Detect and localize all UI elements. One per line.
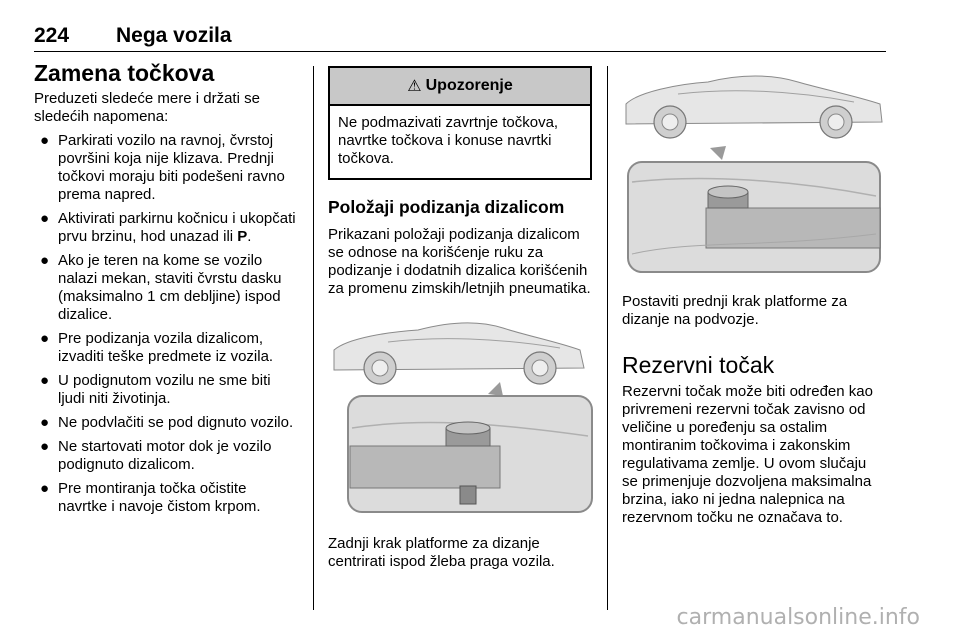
bullet-icon: ● — [40, 480, 50, 497]
intro-text: Preduzeti sledeće mere i držati se sledećih napomena: — [34, 90, 260, 125]
section-title: Rezervni točak — [622, 352, 775, 378]
page-number: 224 — [34, 24, 70, 47]
gear-label: P — [237, 228, 248, 245]
warning-header — [330, 68, 590, 106]
column-divider — [313, 66, 314, 610]
figure-caption: Zadnji krak platforme za dizanje centrirati ispod žleba praga vozila. — [328, 535, 555, 570]
section-title: Zamena točkova — [34, 60, 215, 86]
bullet-icon: ● — [40, 414, 50, 431]
instruction-list — [34, 132, 298, 516]
warning-icon: ⚠ — [407, 78, 422, 95]
column-2 — [328, 60, 594, 571]
bullet-icon: ● — [40, 132, 50, 149]
bullet-icon: ● — [40, 438, 50, 455]
list-item: ● Parkirati vozilo na ravnoj, čvrstoj površini koja nije klizava. Prednji točkovi moraju biti podešeni ravno prema napred. — [40, 132, 285, 203]
list-item: ● Ne startovati motor dok je vozilo podignuto dizalicom. — [40, 438, 272, 473]
front-jack-illustration — [622, 64, 886, 276]
list-item: ● Pre montiranja točka očistite navrtke i navoje čistom krpom. — [40, 480, 261, 515]
list-item: ● Pre podizanja vozila dizalicom, izvaditi teške predmete iz vozila. — [40, 330, 274, 365]
column-divider — [607, 66, 608, 610]
list-item: ● U podignutom vozilu ne sme biti ljudi niti životinja. — [40, 372, 271, 407]
bullet-icon: ● — [40, 210, 50, 227]
chapter-title: Nega vozila — [116, 24, 232, 47]
page-header — [34, 24, 886, 52]
figure-caption: Postaviti prednji krak platforme za dizanje na podvozje. — [622, 293, 848, 328]
body-text: Rezervni točak može biti određen kao privremeni rezervni točak zavisno od veličine u poređenju sa ostalim montiranim točkovima i zakonskim regulativama zemlje. U ovom slučaju se primenjuje dozvoljena maksimalna brzina, iako ni jedna nalepnica na rezervnom točku ne označava to. — [622, 383, 873, 526]
warning-text: Ne podmazivati zavrtnje točkova, navrtke točkova i konuse navrtki točkova. — [338, 114, 559, 167]
body-text: Prikazani položaji podizanja dizalicom se odnose na korišćenje ruku za podizanje i dodatnih dizalica korišćenih za promenu zimskih/letnjih pneumatika. — [328, 226, 591, 297]
column-1 — [34, 60, 298, 522]
bullet-icon: ● — [40, 252, 50, 269]
list-item: ● Ne podvlačiti se pod dignuto vozilo. — [40, 414, 294, 431]
bullet-icon: ● — [40, 330, 50, 347]
bullet-icon: ● — [40, 372, 50, 389]
warning-title: Upozorenje — [425, 77, 513, 94]
column-3 — [622, 60, 886, 527]
subsection-title: Položaji podizanja dizalicom — [328, 197, 565, 217]
rear-jack-illustration — [328, 308, 594, 518]
list-item: ● Aktivirati parkirnu kočnicu i ukopčati prvu brzinu, hod unazad ili P. — [40, 210, 296, 245]
watermark: carmanualsonline.info — [676, 605, 920, 630]
warning-box — [328, 66, 592, 180]
list-item: ● Ako je teren na kome se vozilo nalazi mekan, staviti čvrstu dasku (maksimalno 1 cm debljine) ispod dizalice. — [40, 252, 282, 323]
header-divider — [34, 51, 886, 52]
